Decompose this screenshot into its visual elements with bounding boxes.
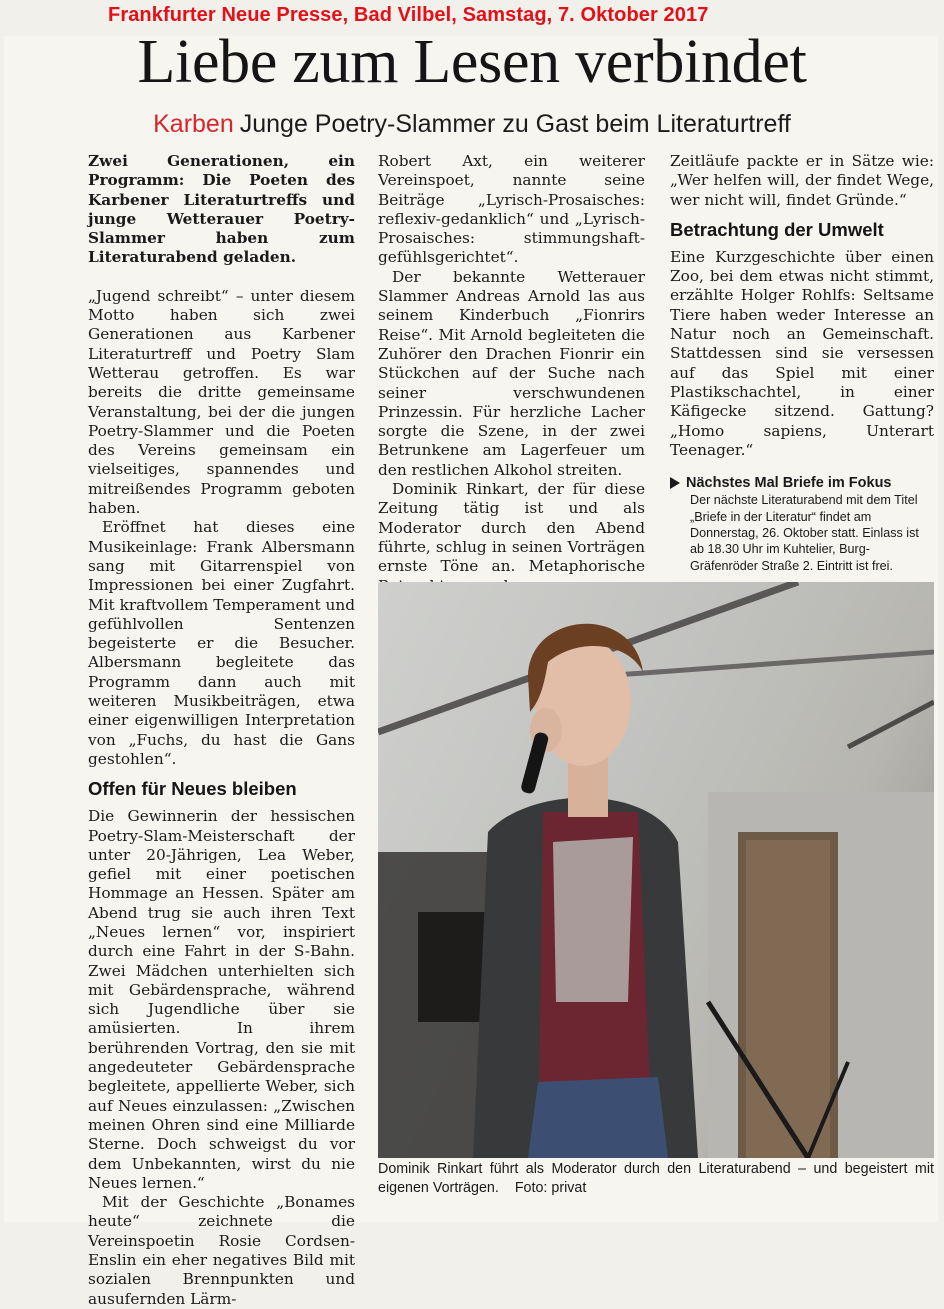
caption-text: Dominik Rinkart führt als Moderator durch den Literaturabend – und begeistert mit eigenen Vorträgen.: [378, 1161, 934, 1196]
paragraph: Eröffnet hat dieses eine Musikeinlage: Frank Albersmann sang mit Gitarrenspiel von Impressionen bei einer Zugfahrt. Mit kraftvollem Temperament und gefühlvollen Sentenzen begeisterte er die Besucher. Albersmann begleitete das Programm dann auch mit weiteren Musikbeiträgen, etwa einer eigenwilligen Interpretation von „Fuchs, du hast die Gans gestohlen“.: [88, 518, 355, 768]
info-box-title: [670, 474, 934, 492]
paragraph: Der bekannte Wetterauer Slammer Andreas Arnold las aus seinem Kinderbuch „Fionrirs Reise“. Mit Arnold begleiteten die Zuhörer den Drachen Fionrir ein Stückchen auf der Suche nach seiner verschwundenen Prinzessin. Für herzliche Lacher sorgte die Szene, in der zwei Betrunkene am Lagerfeuer um den restlichen Alkohol streiten.: [378, 267, 645, 479]
photo-illustration: [378, 582, 934, 1158]
headline: Liebe zum Lesen verbindet: [137, 28, 807, 96]
article-column-1: [88, 152, 355, 1309]
paragraph: Zeitläufe packte er in Sätze wie: „Wer helfen will, der findet Wege, wer nicht will, findet Gründe.“: [670, 152, 934, 209]
paragraph: Die Gewinnerin der hessischen Poetry-Slam-Meisterschaft der unter 20-Jährigen, Lea Weber, gefiel mit einer poetischen Hommage an Hessen. Später am Abend trug sie auch ihren Text „Neues lernen“ vor, inspiriert durch eine Fahrt in der S-Bahn. Zwei Mädchen unterhielten sich mit Gebärdensprache, während sich Jugendliche über sie amüsierten. In ihrem berührenden Vortrag, den sie mit angedeuteter Gebärdensprache begleitete, appellierte Weber, sich auf Neues einzulassen: „Zwischen meinen Ohren sind eine Milliarde Sterne. Doch schweigst du vor dem Unbekannten, wirst du nie Neues lernen.“: [88, 807, 355, 1192]
paragraph: „Jugend schreibt“ – unter diesem Motto haben sich zwei Generationen aus Karbener Literaturtreff und Poetry Slam Wetterau getroffen. Es war bereits die dritte gemeinsame Veranstaltung, bei der die jungen Poetry-Slammer und die Poeten des Vereins gemeinsam ein vielseitiges, spannendes und mitreißendes Programm geboten haben.: [88, 286, 355, 518]
lead-paragraph: Zwei Generationen, ein Programm: Die Poeten des Karbener Literaturtreffs und junge Wetterauer Poetry-Slammer haben zum Literaturabend geladen.: [88, 152, 355, 267]
paragraph: Mit der Geschichte „Bonames heute“ zeichnete die Vereinspoetin Rosie Cordsen-Enslin ein eher negatives Bild mit sozialen Brennpunkten und ausufernden Lärm-: [88, 1193, 355, 1308]
paragraph: Dominik Rinkart, der für diese Zeitung tätig ist und als Moderator durch den Abend führte, schlug in seinen Vorträgen ernste Töne an. Metaphorische: [378, 480, 645, 576]
article-photo: [378, 582, 934, 1158]
subline-text: Junge Poetry-Slammer zu Gast beim Literaturtreff: [239, 110, 791, 138]
paragraph: Eine Kurzgeschichte über einen Zoo, bei dem etwas nicht stimmt, erzählte Holger Rohlfs: Seltsame Tiere haben weder Interesse an Natur noch an Gemeinschaft. Stattdessen sind sie versessen auf das Spiel mit einer Plastikschachtel, in einer Käfigecke sitzend. Gattung? „Homo sapiens, Unterart Teenager.“: [670, 247, 934, 459]
paragraph: Robert Axt, ein weiterer Vereinspoet, nannte seine Beiträge „Lyrisch-Prosaisches: reflexiv-gedanklich“ und „Lyrisch-Prosaisches: stimmungshaft-gefühlsgerichtet“.: [378, 152, 645, 267]
subline: [40, 107, 904, 141]
info-box-body: Der nächste Literaturabend mit dem Titel „Briefe in der Literatur“ findet am Donnerstag, 26. Oktober statt. Einlass ist ab 18.30 Uhr im Kuhtelier, Burg-Gräfenröder Straße 2. Eintritt ist frei.: [690, 493, 919, 573]
arrow-right-icon: [670, 477, 680, 489]
article-column-2: [378, 152, 645, 596]
source-line: Frankfurter Neue Presse, Bad Vilbel, Samstag, 7. Oktober 2017: [108, 4, 709, 26]
subheading: Offen für Neues bleiben: [88, 778, 297, 800]
photo-caption: [378, 1160, 934, 1198]
info-box-title-text: Nächstes Mal Briefe im Fokus: [686, 475, 892, 492]
photo-credit: Foto: privat: [514, 1180, 587, 1196]
subheading: Betrachtung der Umwelt: [670, 218, 884, 240]
info-box: [670, 474, 934, 574]
article-column-3: [670, 152, 934, 574]
kicker: Karben: [153, 110, 234, 138]
